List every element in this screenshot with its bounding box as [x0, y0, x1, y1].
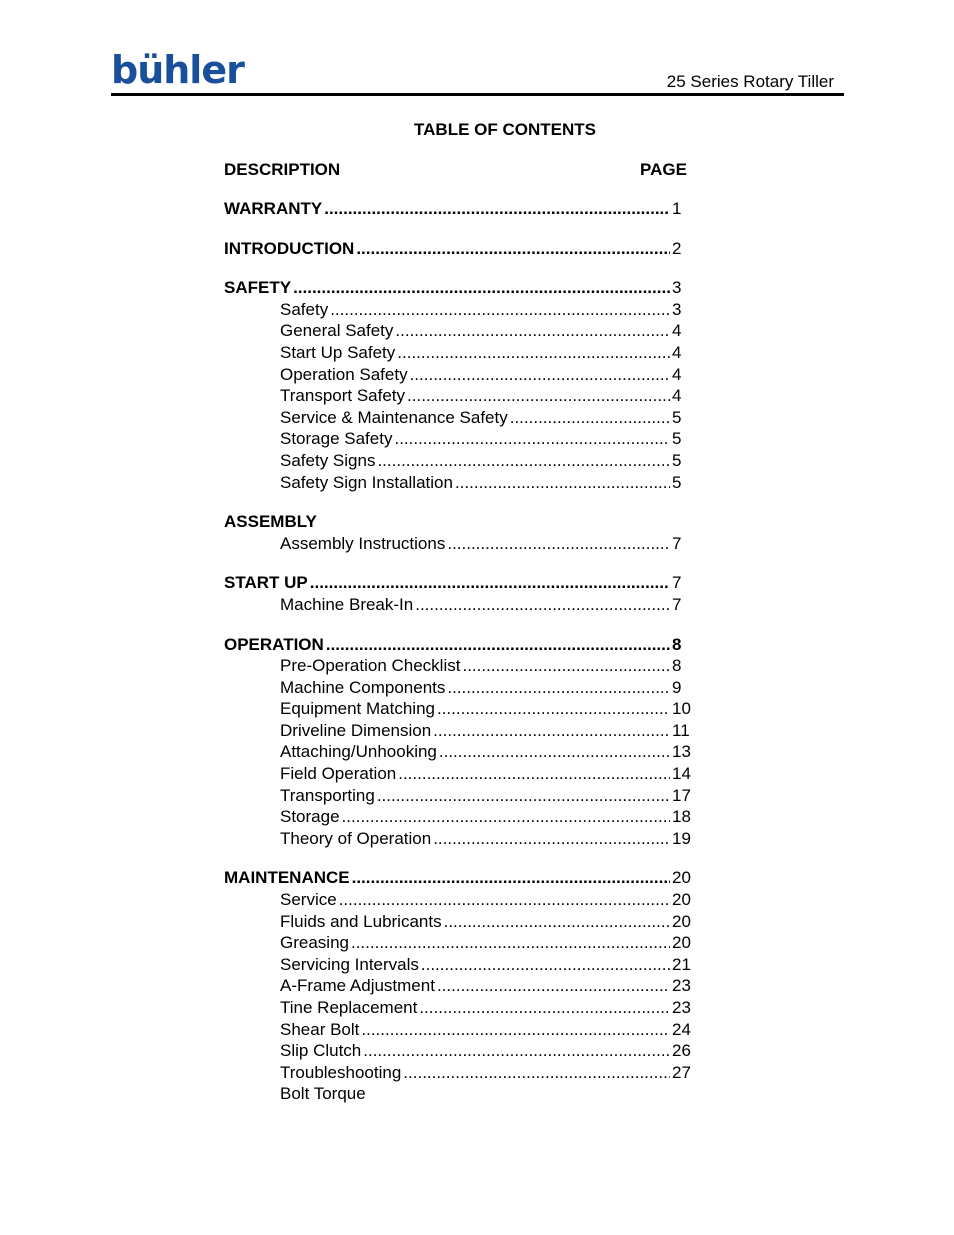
toc-entry — [224, 763, 694, 785]
document-title: 25 Series Rotary Tiller — [666, 72, 834, 91]
toc-entry-page: 19 — [672, 828, 691, 848]
dot-leader — [415, 594, 670, 616]
dot-leader — [455, 472, 670, 494]
toc-entry — [224, 975, 694, 997]
toc-entry — [224, 364, 694, 386]
toc-entry — [224, 1019, 694, 1041]
header-rule — [111, 93, 844, 96]
toc-entry-page: 23 — [672, 998, 691, 1017]
toc-section — [224, 238, 694, 260]
toc-entry — [224, 472, 694, 494]
toc-entry-page: 17 — [672, 785, 691, 805]
toc-entry — [224, 828, 694, 850]
toc-section — [224, 511, 694, 554]
toc-entry-page: 14 — [672, 764, 691, 784]
toc-section — [224, 277, 694, 493]
toc-entry-page: 27 — [672, 1062, 691, 1082]
toc-entry — [224, 997, 694, 1019]
toc-entry-label: Start Up Safety — [280, 342, 396, 362]
toc-entry — [224, 954, 694, 976]
dot-leader — [356, 238, 670, 260]
toc-section-page: 2 — [672, 238, 682, 258]
toc-entry — [224, 1062, 694, 1084]
toc-entry — [224, 720, 694, 742]
toc-entry — [224, 1040, 694, 1062]
toc-entry-page: 7 — [672, 594, 682, 614]
toc-entry-label: Safety Signs — [280, 450, 376, 470]
toc-entry-page: 26 — [672, 1041, 691, 1061]
toc-entry-label: Safety Sign Installation — [280, 472, 453, 492]
toc-section-heading — [224, 198, 694, 220]
toc-entry-label: Slip Clutch — [280, 1041, 362, 1061]
toc-entry — [224, 677, 694, 699]
toc-entry-page: 8 — [672, 656, 682, 676]
toc-entry-page: 4 — [672, 364, 682, 384]
dot-leader — [447, 533, 670, 555]
dot-leader — [447, 677, 670, 699]
toc-entry-page: 9 — [672, 677, 682, 697]
toc-section — [224, 572, 694, 615]
toc-entry-label: Attaching/Unhooking — [280, 742, 437, 762]
toc-entry-label: A-Frame Adjustment — [280, 976, 435, 996]
toc-entry — [224, 299, 694, 321]
column-header-page: PAGE — [640, 160, 687, 179]
toc-entry-page: 24 — [672, 1019, 691, 1039]
toc-entry — [224, 698, 694, 720]
toc-entry-label: Safety — [280, 299, 329, 319]
toc-entry-page: 10 — [672, 699, 691, 719]
dot-leader — [351, 932, 670, 954]
toc-entry-page: 18 — [672, 807, 691, 827]
dot-leader — [326, 634, 670, 656]
toc-entry-label: Troubleshooting — [280, 1062, 402, 1082]
toc-entry-page: 21 — [672, 954, 691, 974]
dot-leader — [377, 785, 670, 807]
dot-leader — [377, 450, 670, 472]
toc-entry-label: Servicing Intervals — [280, 954, 419, 974]
dot-leader — [395, 320, 670, 342]
dot-leader — [410, 364, 670, 386]
toc-section — [224, 867, 694, 1105]
toc-entry — [224, 594, 694, 616]
toc-entry — [224, 428, 694, 450]
toc-entry-page: 20 — [672, 933, 691, 953]
toc-entry-page: 7 — [672, 533, 682, 553]
toc-entry-label: Transport Safety — [280, 386, 406, 406]
toc-entry — [224, 385, 694, 407]
toc-entry-page: 4 — [672, 321, 682, 341]
toc-section-title: SAFETY — [224, 278, 292, 298]
toc-section-page: 7 — [672, 573, 682, 593]
toc-entry-label: Machine Components — [280, 677, 446, 697]
toc-section-title: OPERATION — [224, 634, 324, 654]
toc-section — [224, 634, 694, 850]
toc-entry — [224, 806, 694, 828]
toc-entry-label: Machine Break-In — [280, 594, 414, 614]
toc-entry-page: 13 — [672, 742, 691, 762]
toc-section-heading — [224, 572, 694, 594]
dot-leader — [398, 763, 670, 785]
toc-entry-page: 4 — [672, 386, 682, 406]
toc-entry — [224, 1083, 694, 1105]
toc-entry-label: Operation Safety — [280, 364, 408, 384]
dot-leader — [363, 1040, 670, 1062]
toc-section-heading — [224, 634, 694, 656]
dot-leader — [310, 572, 670, 594]
toc-entry-label: Equipment Matching — [280, 699, 435, 719]
toc-entry-label: Service & Maintenance Safety — [280, 407, 508, 427]
dot-leader — [444, 911, 670, 933]
toc-entry — [224, 785, 694, 807]
toc-section-heading — [224, 277, 694, 299]
column-header-description: DESCRIPTION — [224, 160, 341, 179]
toc-entry-label: General Safety — [280, 321, 394, 341]
toc-section-page: 1 — [672, 199, 682, 218]
toc-entry — [224, 655, 694, 677]
dot-leader — [407, 385, 670, 407]
toc-entry-label: Storage Safety — [280, 429, 393, 449]
toc-entry-label: Tine Replacement — [280, 998, 418, 1017]
dot-leader — [330, 299, 670, 321]
toc-entry-page: 11 — [672, 720, 690, 740]
toc-title: TABLE OF CONTENTS — [414, 120, 596, 139]
toc-entry — [224, 407, 694, 429]
dot-leader — [403, 1062, 670, 1084]
toc-entry — [224, 533, 694, 555]
toc-entry — [224, 889, 694, 911]
toc-section-title: ASSEMBLY — [224, 512, 317, 532]
logo-text: bühler — [111, 48, 244, 92]
toc-entry-label: Service — [280, 890, 337, 910]
toc-entry-page: 5 — [672, 472, 682, 492]
toc-entry-label: Assembly Instructions — [280, 533, 446, 553]
dot-leader — [437, 975, 670, 997]
toc-section-title: START UP — [224, 573, 308, 593]
toc-section-title: WARRANTY — [224, 199, 323, 218]
toc-entry-label: Transporting — [280, 785, 375, 805]
dot-leader — [361, 1019, 670, 1041]
toc-entry — [224, 450, 694, 472]
toc-entry-label: Fluids and Lubricants — [280, 911, 442, 931]
dot-leader — [339, 889, 670, 911]
dot-leader — [439, 741, 670, 763]
dot-leader — [342, 806, 670, 828]
toc-section-title: INTRODUCTION — [224, 238, 355, 258]
toc-entry-page: 4 — [672, 342, 682, 362]
dot-leader — [419, 997, 670, 1019]
dot-leader — [293, 277, 670, 299]
toc-entry-label: Bolt Torque — [280, 1084, 366, 1104]
dot-leader — [394, 428, 670, 450]
table-of-contents — [224, 198, 694, 1123]
toc-entry-label: Theory of Operation — [280, 828, 432, 848]
toc-section-heading — [224, 511, 694, 533]
toc-entry-label: Driveline Dimension — [280, 720, 432, 740]
toc-section-page: 8 — [672, 634, 682, 654]
toc-section-page: 20 — [672, 868, 691, 888]
dot-leader — [462, 655, 670, 677]
dot-leader — [510, 407, 670, 429]
toc-entry-label: Greasing — [280, 933, 349, 953]
toc-section-title: MAINTENANCE — [224, 868, 350, 888]
toc-entry-label: Field Operation — [280, 764, 397, 784]
dot-leader — [437, 698, 670, 720]
toc-entry-label: Storage — [280, 807, 340, 827]
dot-leader — [352, 867, 670, 889]
toc-entry-page: 20 — [672, 911, 691, 931]
dot-leader — [324, 198, 670, 220]
toc-entry — [224, 911, 694, 933]
toc-entry-page: 3 — [672, 299, 682, 319]
toc-section — [224, 198, 694, 220]
dot-leader — [433, 828, 670, 850]
toc-entry — [224, 741, 694, 763]
toc-entry-page: 23 — [672, 976, 691, 996]
toc-entry-page: 5 — [672, 429, 682, 449]
toc-entry-page: 5 — [672, 450, 682, 470]
dot-leader — [421, 954, 670, 976]
toc-section-heading — [224, 867, 694, 889]
toc-entry-label: Shear Bolt — [280, 1019, 360, 1039]
toc-section-page: 3 — [672, 278, 682, 298]
toc-entry — [224, 342, 694, 364]
dot-leader — [433, 720, 670, 742]
toc-section-heading — [224, 238, 694, 260]
toc-entry-page: 20 — [672, 890, 691, 910]
toc-entry — [224, 932, 694, 954]
toc-entry — [224, 320, 694, 342]
toc-entry-page: 5 — [672, 407, 682, 427]
toc-entry-label: Pre-Operation Checklist — [280, 656, 461, 676]
dot-leader — [397, 342, 670, 364]
